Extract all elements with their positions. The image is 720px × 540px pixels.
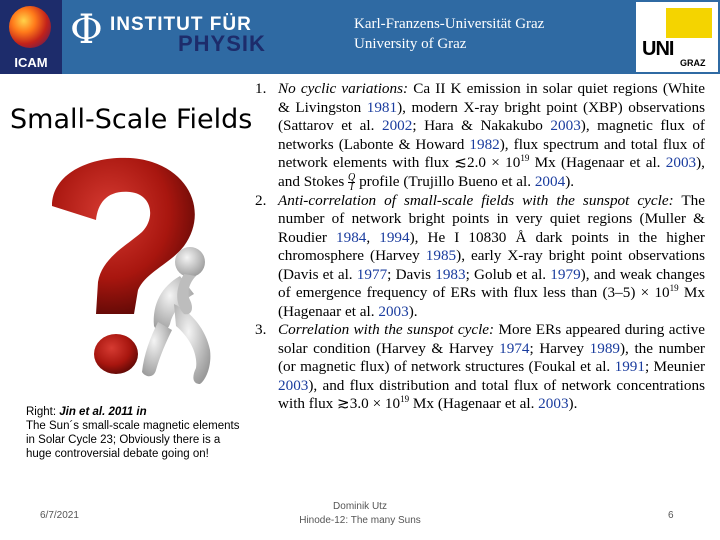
- university-name-german: Karl-Franzens-Universität Graz: [354, 16, 545, 32]
- fraction-numerator: Q: [348, 171, 356, 183]
- citation-link[interactable]: 1994: [379, 228, 410, 246]
- citation-link[interactable]: 1985: [425, 247, 457, 265]
- citation-link[interactable]: 2003: [278, 376, 309, 394]
- text-run: Mx (Hagenaar et al.: [278, 284, 705, 320]
- slide-title: Small-Scale Fields: [10, 104, 253, 135]
- text-run: ; Harvey: [529, 339, 590, 357]
- text-run: Mx (Hagenaar et al.: [409, 395, 539, 413]
- citation-link[interactable]: 1991: [614, 358, 645, 376]
- footer-date: 6/7/2021: [40, 510, 79, 521]
- header-banner: [0, 0, 720, 74]
- text-run: ), magnetic flux of networks (Labonte & Howard: [278, 117, 705, 153]
- citation-link[interactable]: 1977: [356, 265, 388, 283]
- text-run: II: [435, 80, 446, 97]
- text-run: ; Meunier: [644, 358, 706, 376]
- text-run: ).: [568, 395, 578, 413]
- list-item-number: 1.: [255, 80, 267, 97]
- icam-label: ICAM: [14, 55, 48, 70]
- text-run: ), the number (or magnetic flux) of network structures (Foukal et al.: [278, 339, 705, 376]
- text-run: 10830 Å dark points in the higher chromosphere (Harvey: [278, 228, 705, 265]
- text-run: Ca: [408, 80, 436, 97]
- list-item-number: 3.: [255, 321, 267, 339]
- citation-link[interactable]: 1979: [550, 265, 581, 283]
- text-run: ).: [408, 302, 418, 320]
- exponent: 19: [400, 393, 410, 404]
- text-run: ), and Stokes: [278, 154, 705, 190]
- uni-graz-logo-uni: UNI: [642, 38, 674, 60]
- list-item-lead: No cyclic variations:: [278, 80, 409, 97]
- text-run: I: [454, 228, 460, 246]
- footer-center: [285, 500, 435, 528]
- list-item: [255, 321, 705, 414]
- fraction-denominator: I: [349, 181, 354, 193]
- text-run: ), early X-ray bright point observations (Davis et al.: [278, 247, 705, 283]
- text-run: ; Hara & Nakakubo: [412, 117, 551, 134]
- citation-link[interactable]: 2003: [665, 154, 697, 171]
- exponent: 19: [669, 282, 679, 293]
- text-run: profile (Trujillo Bueno et al.: [355, 172, 535, 190]
- list-item: [255, 80, 705, 192]
- uni-graz-logo-graz: GRAZ: [680, 58, 706, 68]
- footer-event: Hinode-12: The many Suns: [299, 515, 421, 526]
- citation-link[interactable]: 1981: [366, 98, 398, 116]
- text-run: ,: [366, 228, 380, 246]
- citation-link[interactable]: 2003: [378, 302, 409, 320]
- text-run: K emission in solar quiet regions (White & Livingston: [278, 80, 706, 116]
- uni-graz-logo: [636, 2, 718, 72]
- text-run: ), and flux distribution and total flux of network concentrations with flux ≳3.0 × 10: [278, 376, 705, 413]
- list-item-lead: Anti-correlation of small-scale fields with the sunspot cycle:: [278, 191, 674, 209]
- citation-link[interactable]: 1984: [336, 228, 367, 246]
- text-run: The number of network bright points in very quiet regions (Muller & Roudier: [278, 191, 705, 246]
- institute-name-line1: INSTITUT FÜR: [110, 14, 252, 35]
- caption-body: The Sun´s small-scale magnetic elements in Solar Cycle 23; Obviously there is a huge controversial debate going on!: [26, 420, 240, 460]
- text-run: ; Golub et al.: [465, 265, 551, 283]
- footer-page-number: 6: [668, 510, 674, 521]
- citation-link[interactable]: 2003: [550, 117, 581, 134]
- footer-author: Dominik Utz: [333, 501, 387, 512]
- caption-citation: Jin et al. 2011 in: [59, 406, 147, 418]
- text-run: ), modern X-ray bright point (XBP) observations (Sattarov et al.: [278, 98, 705, 134]
- university-name: [354, 14, 544, 54]
- text-run: ).: [565, 172, 575, 190]
- text-run: ; Davis: [387, 265, 436, 283]
- caption-prefix: Right:: [26, 406, 60, 418]
- list-item-lead: Correlation with the sunspot cycle:: [278, 321, 495, 339]
- university-name-english: University of Graz: [354, 36, 467, 52]
- text-run: More ERs appeared during active solar condition (Harvey & Harvey: [278, 321, 705, 357]
- list-item: [255, 192, 705, 322]
- citation-link[interactable]: 1974: [499, 339, 530, 357]
- text-run: ), He: [409, 228, 455, 246]
- list-item-body: [278, 192, 705, 320]
- citation-link[interactable]: 1982: [469, 135, 500, 153]
- thinking-figure-question-mark-image: [34, 154, 244, 389]
- exponent: 19: [520, 152, 530, 163]
- citation-link[interactable]: 2004: [534, 172, 566, 190]
- uni-graz-logo-bar: [666, 8, 712, 38]
- text-run: ), and weak changes of emergence frequency of ERs with flux less than (3–5) × 10: [278, 265, 705, 302]
- globe-icon: [9, 6, 51, 48]
- image-caption: [26, 405, 246, 461]
- institute-name-line2: PHYSIK: [178, 31, 266, 56]
- citation-link[interactable]: 1989: [589, 339, 620, 357]
- list-item-number: 2.: [255, 191, 267, 209]
- citation-link[interactable]: 2002: [381, 117, 413, 134]
- phi-logo: Φ: [70, 7, 103, 53]
- icam-logo: [0, 0, 62, 74]
- text-run: Mx (Hagenaar et al.: [529, 154, 666, 171]
- findings-list: [255, 80, 705, 414]
- citation-link[interactable]: 2003: [538, 395, 569, 413]
- text-run: ), flux spectrum and total flux of network elements with flux ≲2.0 × 10: [278, 135, 705, 171]
- citation-link[interactable]: 1983: [435, 265, 466, 283]
